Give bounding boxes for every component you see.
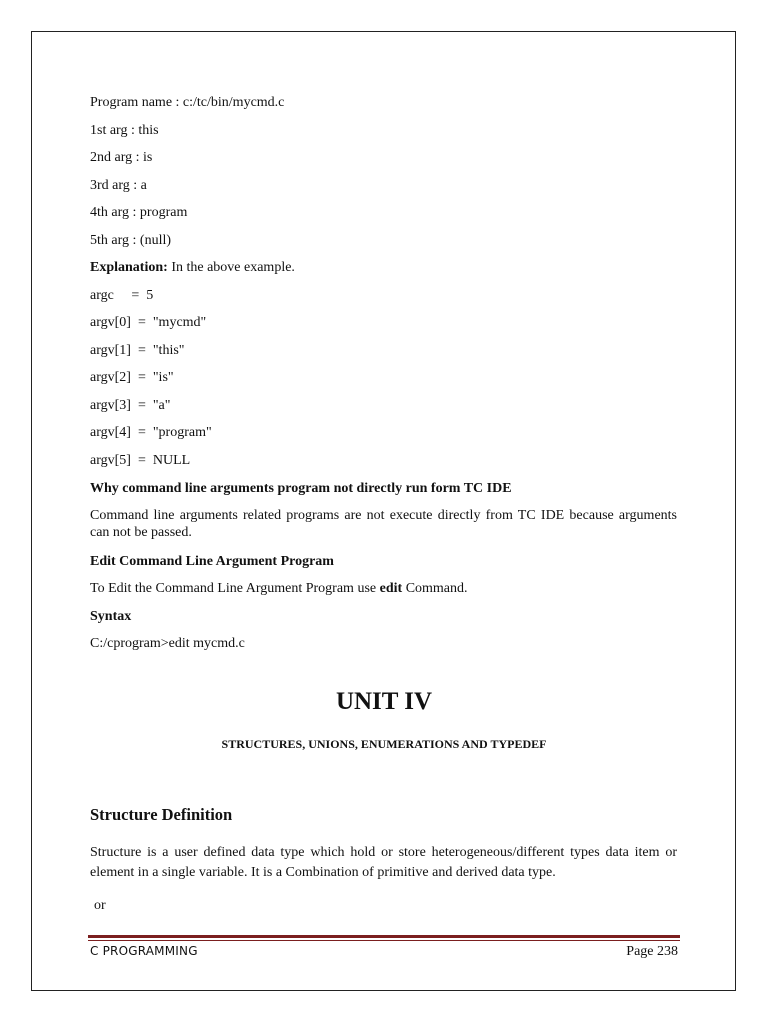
why-heading: Why command line arguments program not directly run form TC IDE	[90, 481, 512, 496]
arg2-line: 2nd arg : is	[90, 150, 153, 165]
edit-paragraph	[90, 580, 468, 597]
program-name-line: Program name : c:/tc/bin/mycmd.c	[90, 95, 285, 110]
why-paragraph: Command line arguments related programs are not execute directly from TC IDE because arguments can not be passed.	[90, 508, 677, 540]
edit-text-before: To Edit the Command Line Argument Program use	[90, 581, 380, 596]
section-heading: Structure Definition	[90, 805, 233, 824]
argv4-line: argv[4] = "program"	[90, 425, 212, 440]
edit-keyword: edit	[379, 581, 403, 596]
argv3-line: argv[3] = "a"	[90, 398, 171, 413]
edit-heading: Edit Command Line Argument Program	[90, 554, 334, 569]
argv0-line: argv[0] = "mycmd"	[90, 315, 207, 330]
footer-page-number: Page 238	[626, 944, 678, 959]
arg3-line: 3rd arg : a	[90, 178, 147, 193]
section-paragraph: Structure is a user defined data type which hold or store heterogeneous/different types data item or element in a single variable. It is a Combination of primitive and derived data type.	[90, 845, 677, 880]
explanation-line	[90, 259, 295, 276]
arg5-line: 5th arg : (null)	[90, 233, 172, 248]
argv2-line: argv[2] = "is"	[90, 370, 174, 385]
footer-title: C PROGRAMMING	[90, 944, 198, 958]
or-text: or	[94, 898, 106, 913]
argc-line: argc = 5	[90, 288, 154, 303]
arg1-line: 1st arg : this	[90, 123, 159, 138]
arg4-line: 4th arg : program	[90, 205, 188, 220]
syntax-heading: Syntax	[90, 609, 132, 624]
syntax-command: C:/cprogram>edit mycmd.c	[90, 636, 245, 651]
footer-rule-thick	[88, 935, 680, 938]
argv1-line: argv[1] = "this"	[90, 343, 185, 358]
explanation-text: In the above example.	[167, 260, 295, 275]
edit-text-after: Command.	[402, 581, 468, 596]
footer-rule-thin	[88, 940, 680, 941]
argv5-line: argv[5] = NULL	[90, 453, 191, 468]
unit-title: UNIT IV	[335, 688, 433, 715]
unit-subtitle: STRUCTURES, UNIONS, ENUMERATIONS AND TYPEDEF	[221, 737, 547, 751]
explanation-label: Explanation:	[90, 260, 168, 275]
